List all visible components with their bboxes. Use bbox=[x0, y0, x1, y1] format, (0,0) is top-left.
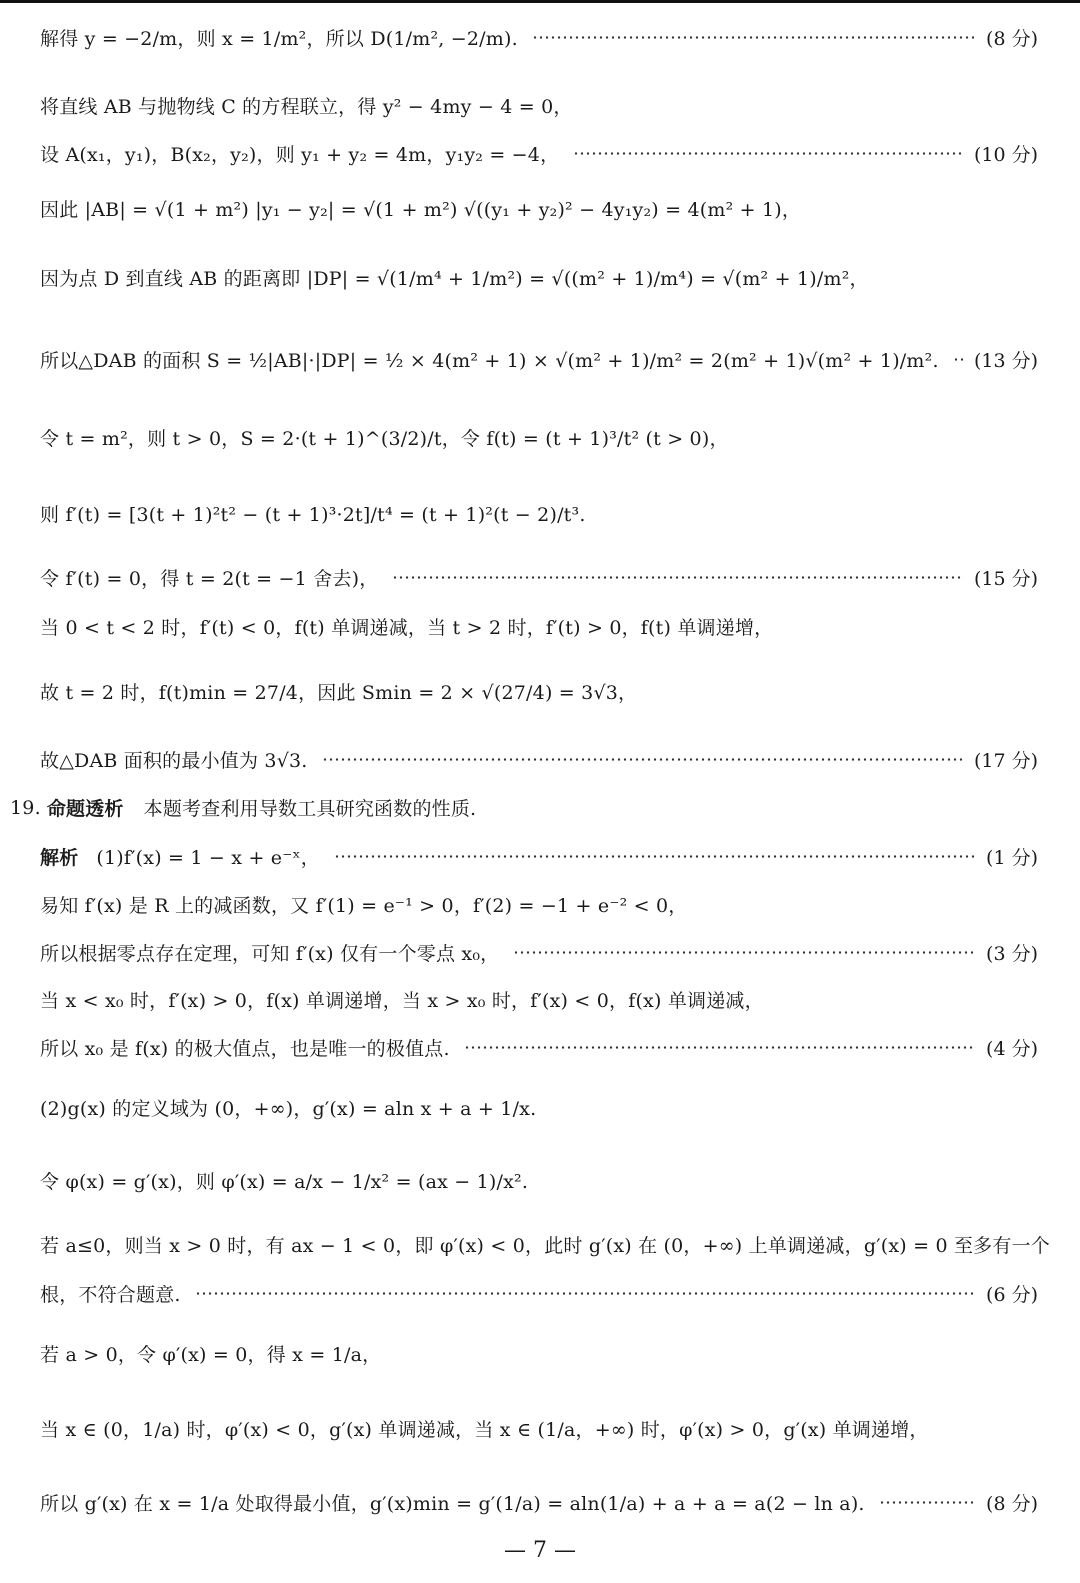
line-9-text: 令 f′(t) = 0，得 t = 2(t = −1 舍去)， bbox=[40, 568, 379, 590]
line-17-text: 当 x < x₀ 时，f′(x) > 0，f(x) 单调递增，当 x > x₀ 时，f′(x) < 0，f(x) 单调递减， bbox=[40, 990, 764, 1012]
score-label: (8 分) bbox=[986, 28, 1038, 50]
line-6-text: 所以△DAB 的面积 S = ½|AB|·|DP| = ½ × 4(m² + 1) × √(m² + 1)/m² = 2(m² + 1)√(m² + 1)/m². bbox=[40, 350, 939, 372]
score-label: (1 分) bbox=[986, 847, 1038, 869]
score-label: (4 分) bbox=[986, 1038, 1038, 1060]
problem-number: 19. bbox=[10, 796, 41, 819]
line-11-text: 故 t = 2 时，f(t)min = 27/4，因此 Smin = 2 × √(27/4) = 3√3， bbox=[40, 682, 638, 704]
line-22-text: 根，不符合题意. bbox=[40, 1284, 181, 1306]
line-24-text: 当 x ∈ (0，1/a) 时，φ′(x) < 0，g′(x) 单调递减，当 x ∈ (1/a，+∞) 时，φ′(x) > 0，g′(x) 单调递增， bbox=[40, 1419, 929, 1441]
line-3 bbox=[40, 140, 1038, 167]
line-3-text: 设 A(x₁，y₁)，B(x₂，y₂)，则 y₁ + y₂ = 4m，y₁y₂ = −4， bbox=[40, 144, 560, 166]
dot-leader bbox=[195, 1292, 976, 1295]
line-25-text: 所以 g′(x) 在 x = 1/a 处取得最小值，g′(x)min = g′(1/a) = aln(1/a) + a + a = a(2 − ln a). bbox=[40, 1493, 865, 1515]
line-8 bbox=[40, 500, 1038, 527]
line-4-text: 因此 |AB| = √(1 + m²) |y₁ − y₂| = √(1 + m²) √((y₁ + y₂)² − 4y₁y₂) = 4(m² + 1)， bbox=[40, 199, 802, 221]
line-21 bbox=[40, 1231, 1050, 1258]
line-17 bbox=[40, 986, 1038, 1013]
line-25 bbox=[40, 1489, 1038, 1516]
line-18-text: 所以 x₀ 是 f(x) 的极大值点，也是唯一的极值点. bbox=[40, 1038, 450, 1060]
line-5-text: 因为点 D 到直线 AB 的距离即 |DP| = √(1/m⁴ + 1/m²) = √((m² + 1)/m⁴) = √(m² + 1)/m²， bbox=[40, 268, 869, 290]
dot-leader bbox=[953, 358, 964, 361]
line-19 bbox=[40, 1094, 1038, 1121]
line-5 bbox=[40, 264, 1038, 291]
section-heading: 命题透析 bbox=[46, 798, 124, 820]
dot-leader bbox=[532, 36, 976, 39]
page-number: — 7 — bbox=[504, 1538, 576, 1563]
score-label: (15 分) bbox=[973, 568, 1038, 590]
score-label: (10 分) bbox=[973, 144, 1038, 166]
dot-leader bbox=[573, 152, 964, 155]
line-6 bbox=[40, 346, 1038, 373]
line-14 bbox=[40, 843, 1038, 870]
line-21-text: 若 a≤0，则当 x > 0 时，有 ax − 1 < 0，即 φ′(x) < 0，此时 g′(x) 在 (0，+∞) 上单调递减，g′(x) = 0 至多有一个 bbox=[40, 1235, 1050, 1257]
line-2 bbox=[40, 92, 1038, 119]
dot-leader bbox=[392, 576, 964, 579]
dot-leader bbox=[879, 1501, 976, 1504]
line-10 bbox=[40, 613, 1038, 640]
line-4 bbox=[40, 195, 1038, 222]
score-label: (17 分) bbox=[973, 750, 1038, 772]
line-16 bbox=[40, 939, 1038, 966]
line-2-text: 将直线 AB 与抛物线 C 的方程联立，得 y² − 4my − 4 = 0， bbox=[40, 96, 573, 118]
line-7-text: 令 t = m²，则 t > 0，S = 2·(t + 1)^(3/2)/t，令 f(t) = (t + 1)³/t² (t > 0)， bbox=[40, 428, 729, 450]
line-18 bbox=[40, 1034, 1038, 1061]
line-8-text: 则 f′(t) = [3(t + 1)²t² − (t + 1)³·2t]/t⁴ = (t + 1)²(t − 2)/t³. bbox=[40, 504, 586, 526]
line-20 bbox=[40, 1167, 1038, 1194]
dot-leader bbox=[464, 1046, 976, 1049]
line-16-text: 所以根据零点存在定理，可知 f′(x) 仅有一个零点 x₀， bbox=[40, 943, 500, 965]
line-12-text: 故△DAB 面积的最小值为 3√3. bbox=[40, 750, 308, 772]
dot-leader bbox=[513, 951, 976, 954]
line-24 bbox=[40, 1415, 1038, 1442]
top-rule bbox=[0, 0, 1080, 3]
line-22 bbox=[40, 1280, 1038, 1307]
line-20-text: 令 φ(x) = g′(x)，则 φ′(x) = a/x − 1/x² = (ax − 1)/x². bbox=[40, 1171, 529, 1193]
score-label: (6 分) bbox=[986, 1284, 1038, 1306]
section-heading: 解析 bbox=[40, 847, 79, 869]
score-label: (3 分) bbox=[986, 943, 1038, 965]
dot-leader bbox=[334, 855, 976, 858]
line-1-text: 解得 y = −2/m，则 x = 1/m²，所以 D(1/m², −2/m). bbox=[40, 28, 518, 50]
line-23-text: 若 a > 0，令 φ′(x) = 0，得 x = 1/a， bbox=[40, 1344, 382, 1366]
line-13-text: 本题考查利用导数工具研究函数的性质. bbox=[143, 798, 477, 820]
score-label: (8 分) bbox=[986, 1493, 1038, 1515]
line-7 bbox=[40, 424, 1038, 451]
problem-19-header bbox=[10, 794, 1038, 821]
line-19-text: (2)g(x) 的定义域为 (0，+∞)，g′(x) = aln x + a + 1/x. bbox=[40, 1098, 537, 1120]
line-9 bbox=[40, 564, 1038, 591]
line-11 bbox=[40, 678, 1038, 705]
line-12 bbox=[40, 746, 1038, 773]
score-label: (13 分) bbox=[973, 350, 1038, 372]
dot-leader bbox=[322, 758, 964, 761]
line-23 bbox=[40, 1340, 1038, 1367]
line-14-text: (1)f′(x) = 1 − x + e⁻ˣ， bbox=[96, 847, 320, 869]
line-1 bbox=[40, 24, 1038, 51]
line-15 bbox=[40, 891, 1038, 918]
line-15-text: 易知 f′(x) 是 R 上的减函数，又 f′(1) = e⁻¹ > 0，f′(2) = −1 + e⁻² < 0， bbox=[40, 895, 688, 917]
line-10-text: 当 0 < t < 2 时，f′(t) < 0，f(t) 单调递减，当 t > 2 时，f′(t) > 0，f(t) 单调递增， bbox=[40, 617, 774, 639]
